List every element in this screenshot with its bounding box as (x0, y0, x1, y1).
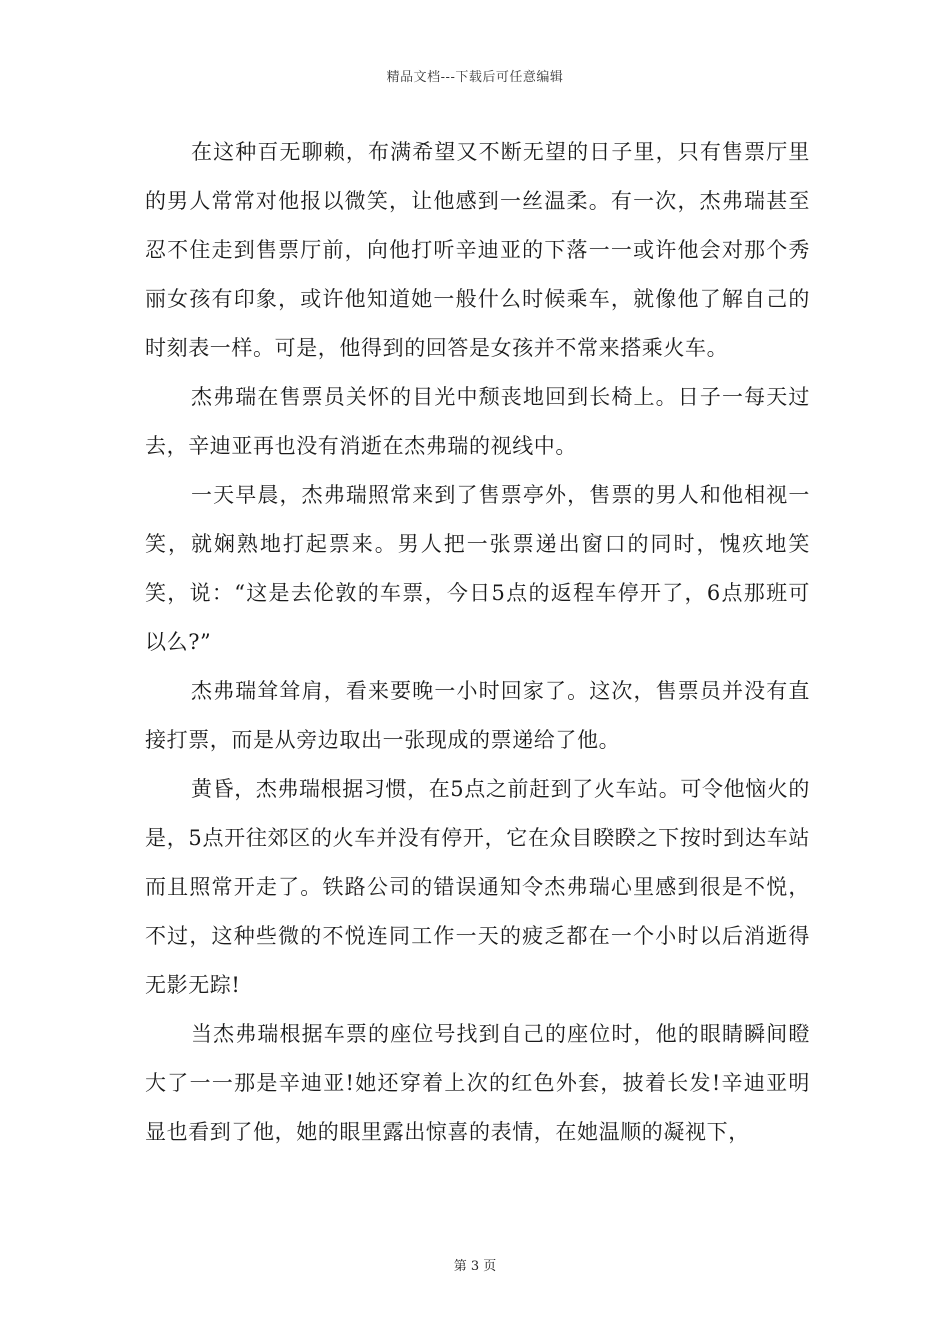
paragraph: 当杰弗瑞根据车票的座位号找到自己的座位时，他的眼睛瞬间瞪大了一一那是辛迪亚!她还穿着上次的红色外套，披着长发!辛迪亚明显也看到了他，她的眼里露出惊喜的表情，在她温顺的凝视下， (145, 1022, 810, 1144)
paragraph: 黄昏，杰弗瑞根据习惯，在5点之前赶到了火车站。可令他恼火的是，5点开往郊区的火车并没有停开，它在众目睽睽之下按时到达车站而且照常开走了。铁路公司的错误通知令杰弗瑞心里感到很是不悦，不过，这种些微的不悦连同工作一天的疲乏都在一个小时以后消逝得无影无踪! (145, 777, 810, 997)
document-body (145, 128, 810, 1157)
page-number: 第 3 页 (453, 1259, 497, 1274)
paragraph: 杰弗瑞在售票员关怀的目光中颓丧地回到长椅上。日子一每天过去，辛迪亚再也没有消逝在杰弗瑞的视线中。 (145, 385, 810, 458)
paragraph: 在这种百无聊赖，布满希望又不断无望的日子里，只有售票厅里的男人常常对他报以微笑，让他感到一丝温柔。有一次，杰弗瑞甚至忍不住走到售票厅前，向他打听辛迪亚的下落一一或许他会对那个秀丽女孩有印象，或许他知道她一般什么时候乘车，就像他了解自己的时刻表一样。可是，他得到的回答是女孩并不常来搭乘火车。 (145, 140, 810, 360)
page-header: 精品文档---下载后可任意编辑 (386, 70, 564, 85)
paragraph: 一天早晨，杰弗瑞照常来到了售票亭外，售票的男人和他相视一笑，就娴熟地打起票来。男人把一张票递出窗口的同时，愧疚地笑笑，说：“这是去伦敦的车票，今日5点的返程车停开了，6点那班可以么?” (145, 483, 810, 654)
paragraph: 杰弗瑞耸耸肩，看来要晚一小时回家了。这次，售票员并没有直接打票，而是从旁边取出一张现成的票递给了他。 (145, 679, 810, 752)
